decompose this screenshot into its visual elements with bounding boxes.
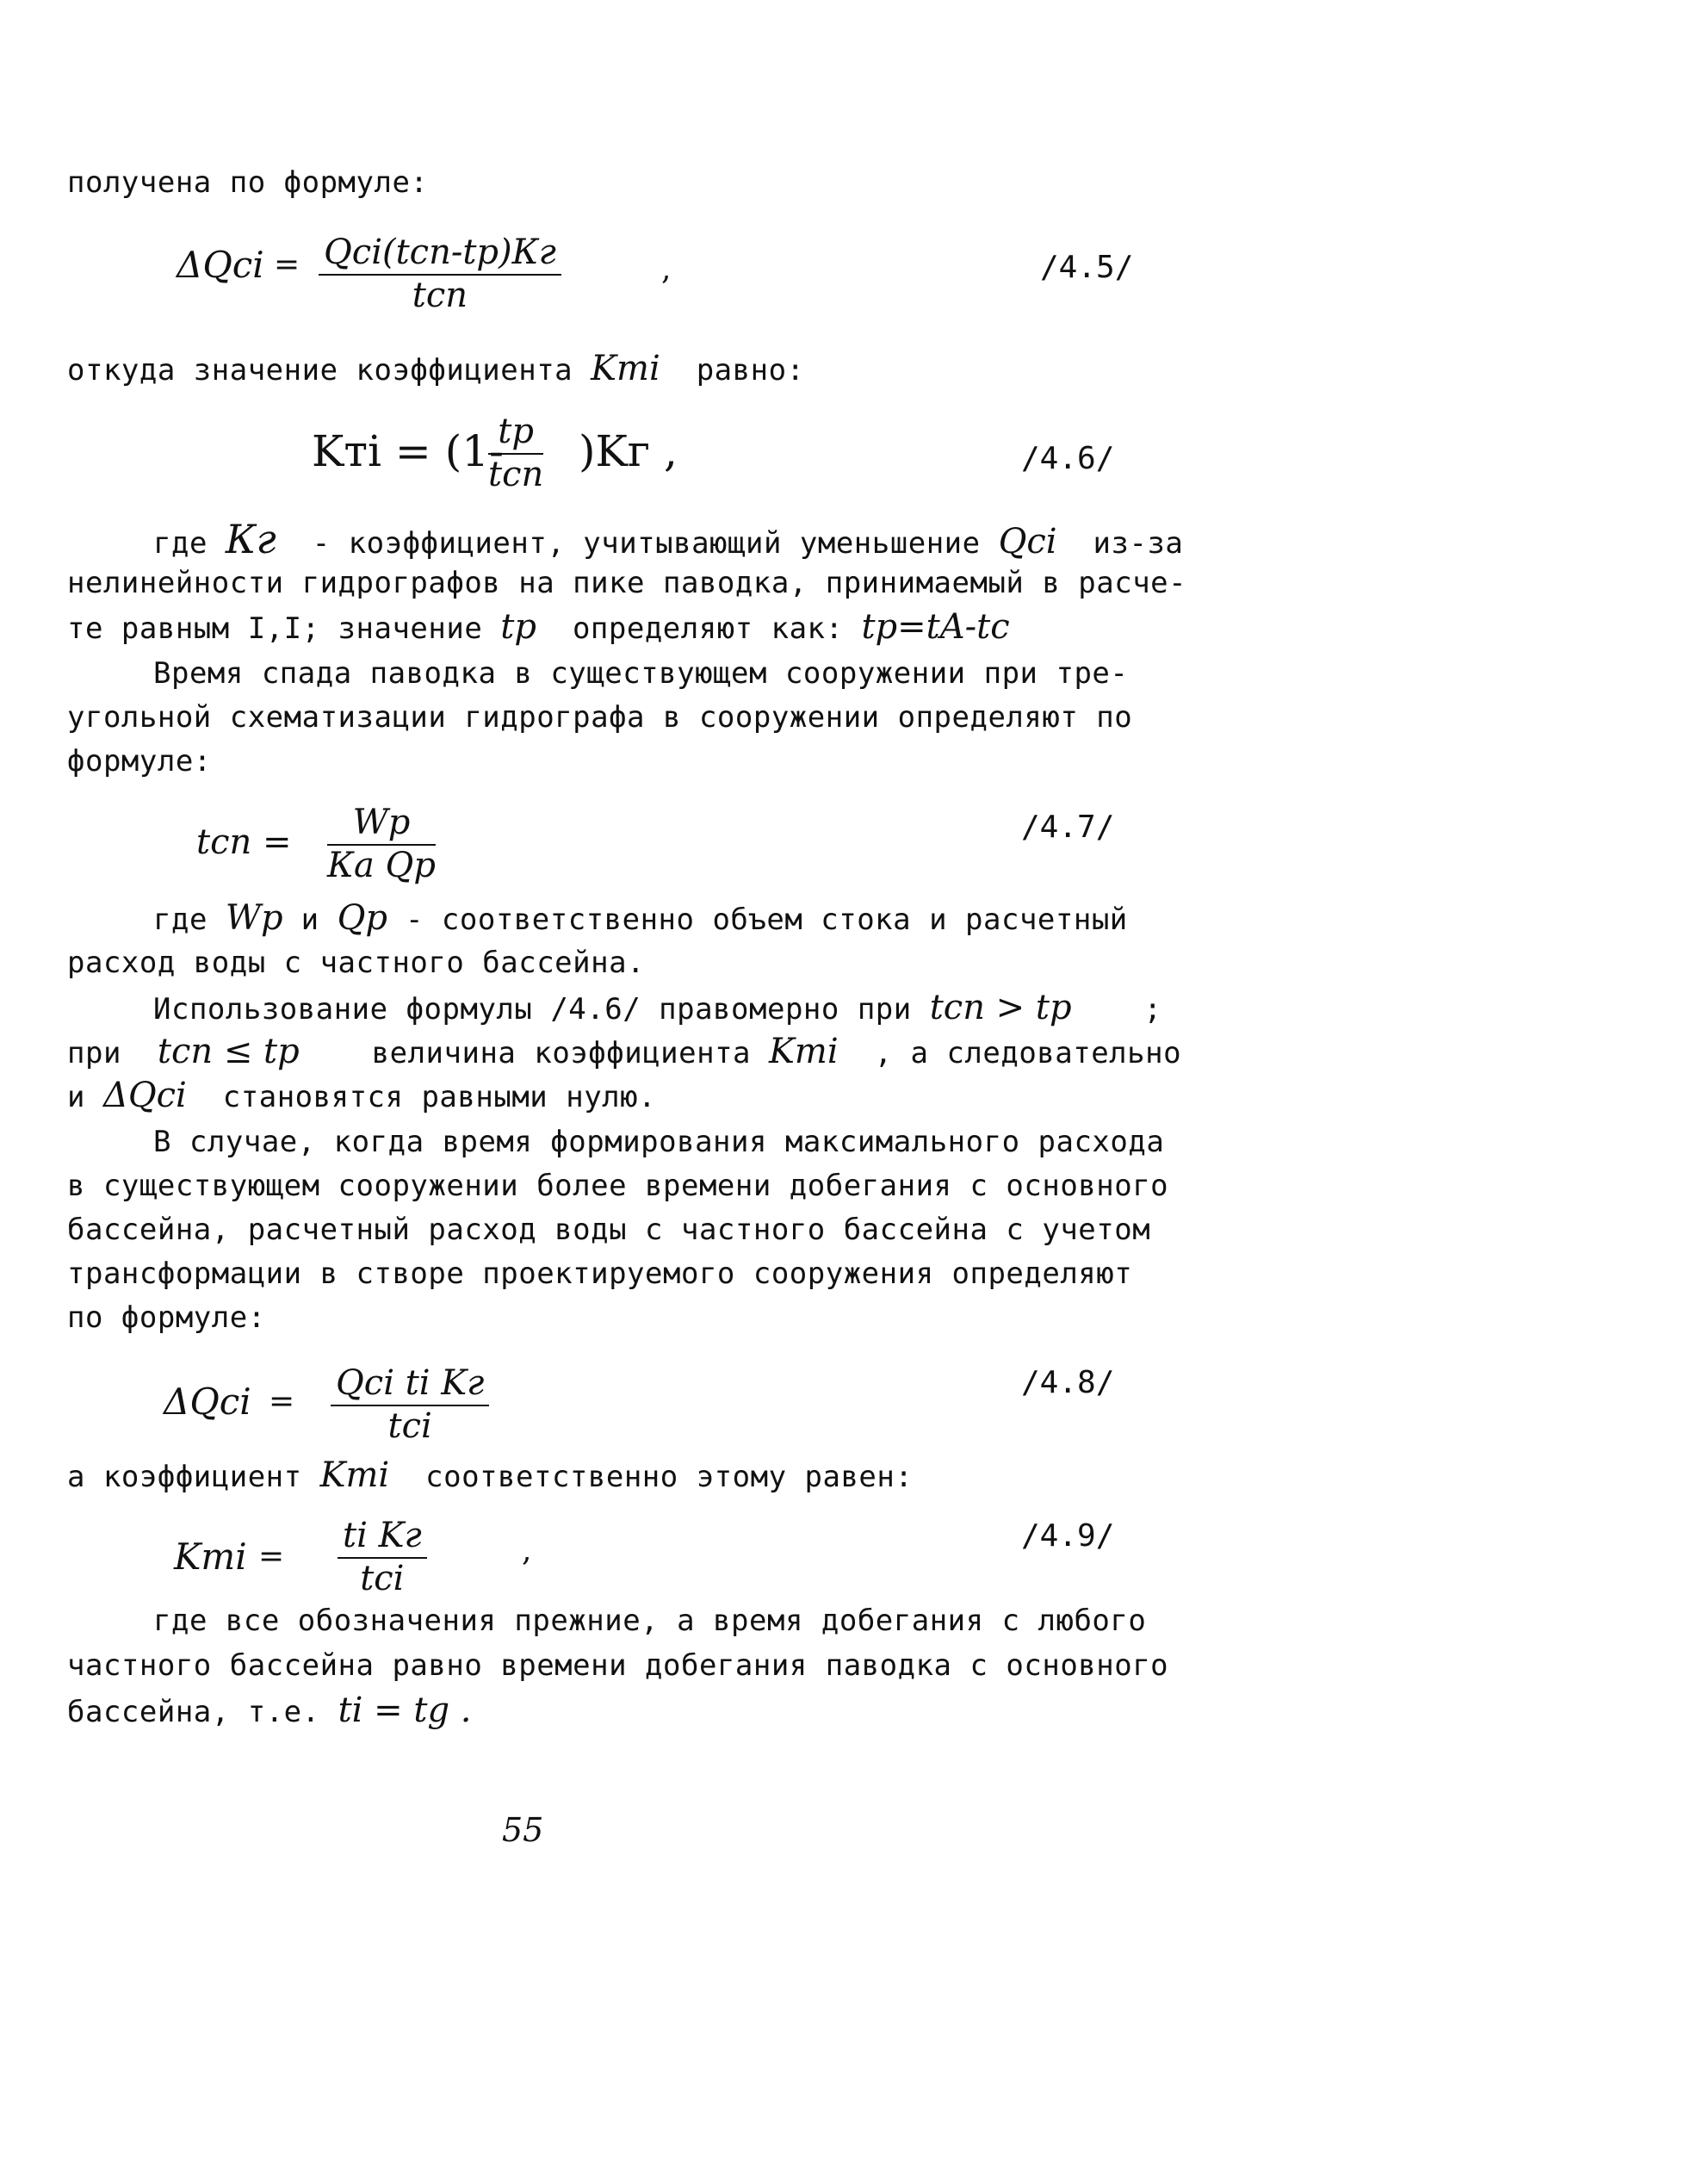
eq46-fraction (488, 412, 543, 494)
para1-line2: нелинейности гидрографов на пике паводка, принимаемый в расче- (67, 566, 1187, 600)
eq45-lhs: ΔQci (177, 244, 264, 286)
para5-line2: в существующем сооружении более времени добегания с основного (67, 1169, 1169, 1203)
para6-equation: ti = tg . (338, 1691, 472, 1730)
para4-symbol-kti: Kтi (769, 1032, 839, 1071)
eq46-denominator: tcп (488, 455, 544, 494)
para1-line3 (67, 607, 1010, 647)
eq45-equals: = (274, 247, 300, 282)
eq49-equals: = (258, 1539, 285, 1574)
para4-and: и (67, 1080, 85, 1114)
para2-line1: Время спада паводка в существующем сооружении при тре- (153, 656, 1129, 691)
para3-symbol-wp: Wр (225, 898, 283, 938)
eq48-lhs: ΔQci (164, 1381, 251, 1423)
para3-and: и (300, 903, 319, 937)
para6-line1: где все обозначения прежние, а время добегания с любого (153, 1604, 1147, 1638)
para3-line1 (153, 898, 1128, 938)
eq45-fraction (319, 233, 561, 315)
para1-desc: - коэффициент, учитывающий уменьшение (312, 526, 981, 561)
para4-condition2: tcп ≤ tр (157, 1032, 300, 1071)
para3-where: где (153, 903, 208, 937)
eq49-comma: , (522, 1533, 532, 1568)
eq45-number: /4.5/ (1040, 250, 1134, 285)
para4-symbol-dqci: ΔQci (102, 1076, 187, 1115)
eq46-number: /4.6/ (1021, 441, 1115, 476)
eq48-fraction (331, 1363, 489, 1446)
para4-condition1: tcп > tр (929, 988, 1072, 1027)
para4-become-zero: становятся равными нулю. (222, 1080, 657, 1114)
intro-text: получена по формуле: (67, 165, 429, 200)
eq46-lhs: Kтi = (1- (312, 426, 504, 476)
eq47-denominator: Ка Qр (327, 846, 436, 885)
para1-symbol-kg: Кг (225, 516, 276, 562)
eq46-rhs: )Kг , (579, 426, 678, 476)
para4-line1 (153, 990, 1161, 1027)
eq47-number: /4.7/ (1021, 810, 1115, 845)
eq49-denominator: tci (360, 1559, 405, 1598)
eq47-numerator: Wр (327, 803, 436, 846)
after45-line (67, 351, 805, 388)
para4-usage: Использование формулы /4.6/ правомерно при (153, 992, 912, 1027)
eq46-numerator: tр (488, 412, 543, 455)
para1-value-text: те равным I,I; значение (67, 611, 483, 646)
para4-consequently: , а следовательно (874, 1036, 1182, 1070)
after45-symbol: Kтi (591, 349, 660, 388)
para4-semicolon: ; (1143, 992, 1162, 1027)
after48-pre: а коэффициент (67, 1460, 302, 1494)
after45-post: равно: (696, 353, 805, 388)
after48-symbol: Kтi (319, 1455, 390, 1495)
eq45-denominator: tcп (412, 276, 468, 315)
para4-line3 (67, 1078, 656, 1114)
eq47-lhs: tcп = (196, 822, 292, 862)
eq45-numerator: Qci(tcп-tр)Кг (319, 233, 561, 276)
eq48-numerator: Qci ti Kг (331, 1363, 489, 1406)
para2-line3: формуле: (67, 744, 212, 779)
para4-line2 (67, 1034, 1181, 1070)
para1-defined-as: определяют как: (572, 611, 844, 646)
para1-line1 (153, 516, 1184, 562)
para2-line2: угольной схематизации гидрографа в сооружении определяют по (67, 700, 1133, 735)
after45-pre: откуда значение коэффициента (67, 353, 573, 388)
para1-because: из-за (1093, 526, 1184, 561)
para6-line2: частного бассейна равно времени добегания паводка с основного (67, 1648, 1169, 1683)
after48-line (67, 1455, 914, 1495)
para6-that-is: бассейна, т.е. (67, 1695, 320, 1729)
after48-post: соответственно этому равен: (425, 1460, 914, 1494)
eq49-numerator: ti Kг (338, 1516, 427, 1559)
para5-line3: бассейна, расчетный расход воды с частного бассейна с учетом (67, 1213, 1151, 1247)
eq49-fraction (338, 1516, 427, 1598)
eq48-denominator: tci (387, 1406, 432, 1446)
eq48-number: /4.8/ (1021, 1365, 1115, 1400)
eq47-fraction (327, 803, 436, 885)
para4-magnitude: величина коэффициента (371, 1036, 752, 1070)
para1-symbol-tp: tр (500, 607, 536, 647)
para1-symbol-qci: Qci (998, 522, 1057, 562)
eq49-lhs: Kтi (174, 1536, 247, 1578)
para5-line5: по формуле: (67, 1300, 266, 1335)
para5-line4: трансформации в створе проектируемого сооружения определяют (67, 1256, 1133, 1291)
para3-symbol-qp: Qр (337, 898, 387, 938)
para1-tp-equation: tр=tA-tc (861, 607, 1010, 647)
eq48-equals: = (269, 1384, 295, 1419)
eq49-number: /4.9/ (1021, 1518, 1115, 1554)
para4-when: при (67, 1036, 121, 1070)
para3-line2: расход воды с частного бассейна. (67, 946, 646, 980)
page-number: 55 (502, 1811, 544, 1849)
eq45-comma: , (661, 251, 672, 287)
para1-where: где (153, 526, 208, 561)
para6-line3 (67, 1693, 471, 1729)
para5-line1: В случае, когда время формирования максимального расхода (153, 1125, 1165, 1159)
para3-desc: - соответственно объем стока и расчетный (405, 903, 1128, 937)
